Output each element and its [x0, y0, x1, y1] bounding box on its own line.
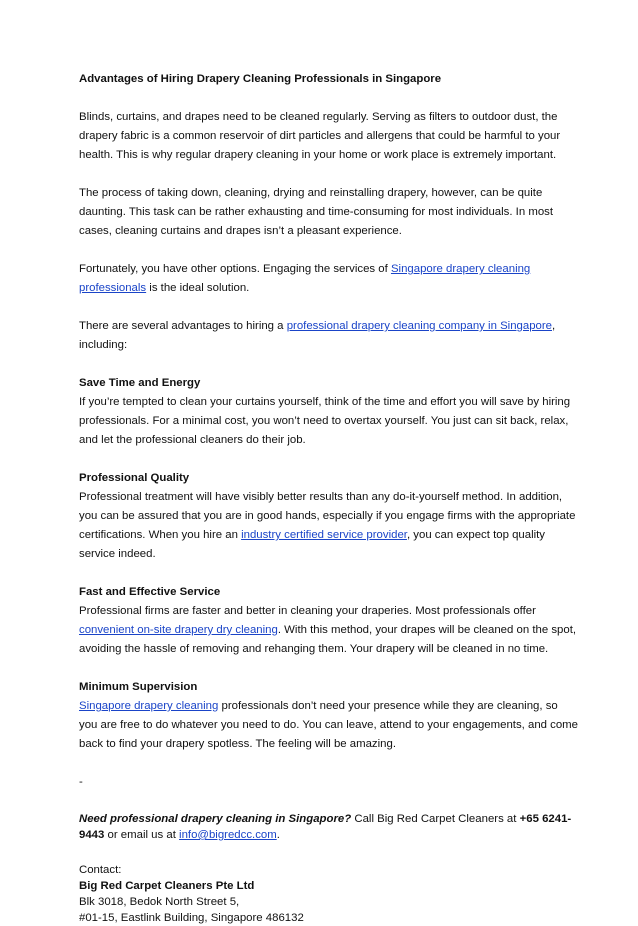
- options-text-before: Fortunately, you have other options. Engaging the services of: [79, 263, 391, 275]
- section-heading: Save Time and Energy: [79, 377, 201, 389]
- process-paragraph: The process of taking down, cleaning, drying and reinstalling drapery, however, can be quite daunting. This task can be rather exhausting and time-consuming for most individuals. In most cases, cleaning curtains and drapes isn’t a pleasant experience.: [79, 187, 554, 237]
- company-name: Big Red Carpet Cleaners Pte Ltd: [79, 880, 255, 892]
- drapery-cleaning-link[interactable]: Singapore drapery cleaning: [79, 700, 219, 712]
- section-heading: Professional Quality: [79, 472, 190, 484]
- certified-provider-link[interactable]: industry certified service provider: [241, 529, 407, 541]
- call-to-action: [79, 811, 578, 843]
- fast-text-before: Professional firms are faster and better in cleaning your draperies. Most professionals offer: [79, 605, 536, 617]
- section-heading: Fast and Effective Service: [79, 586, 221, 598]
- section-professional-quality: [79, 469, 578, 564]
- quality-text-before: Professional treatment will have visibly better results than any do-it-yourself method. In addition, you can be assured that you are in good hands, especially if you engage firms with the appropriate certifications. When you hire an: [79, 491, 576, 541]
- onsite-dry-cleaning-link[interactable]: convenient on-site drapery dry cleaning: [79, 624, 278, 636]
- cta-end: .: [276, 829, 280, 841]
- section-save-time: [79, 374, 578, 450]
- phone-number: +65 6241-9443: [79, 813, 572, 841]
- section-body: [79, 488, 578, 564]
- drapery-professionals-link[interactable]: Singapore drapery cleaning professionals: [79, 263, 531, 294]
- advantages-paragraph: [79, 317, 578, 355]
- section-heading: Minimum Supervision: [79, 681, 198, 693]
- section-body: If you’re tempted to clean your curtains yourself, think of the time and effort you will save by hiring professionals. For a minimal cost, you won’t need to overtax yourself. You just can sit back, relax, and let the professional cleaners do their job.: [79, 396, 571, 446]
- options-text-after: is the ideal solution.: [146, 282, 250, 294]
- section-fast-service: [79, 583, 578, 659]
- intro-paragraph: Blinds, curtains, and drapes need to be cleaned regularly. Serving as filters to outdoor dust, the drapery fabric is a common reservoir of dirt particles and allergens that could be harmful to your health. This is why regular drapery cleaning in your home or work place is extremely important.: [79, 111, 561, 161]
- separator-dash: -: [79, 776, 83, 788]
- drapery-company-link[interactable]: professional drapery cleaning company in Singapore: [286, 320, 552, 332]
- quality-text-after: , you can expect top quality service indeed.: [79, 529, 545, 560]
- advantages-text-after: , including:: [79, 320, 556, 351]
- email-link[interactable]: info@bigredcc.com: [179, 829, 277, 841]
- section-body: [79, 697, 578, 754]
- cta-or: or email us at: [104, 829, 180, 841]
- cta-middle: Call Big Red Carpet Cleaners at: [351, 813, 520, 825]
- contact-label: Contact:: [79, 864, 122, 876]
- section-body: [79, 602, 578, 659]
- advantages-text-before: There are several advantages to hiring a: [79, 320, 287, 332]
- cta-question: Need professional drapery cleaning in Singapore?: [79, 813, 352, 825]
- fast-text-after: . With this method, your drapes will be cleaned on the spot, avoiding the hassle of removing and rehanging them. Your drapery will be cleaned in no time.: [79, 624, 577, 655]
- contact-block: [79, 862, 578, 926]
- supervision-text-after: professionals don’t need your presence while they are cleaning, so you are free to do whatever you need to do. You can leave, attend to your engagements, and come back to find your drapery spotless. The feeling will be amazing.: [79, 700, 579, 750]
- options-paragraph: [79, 260, 578, 298]
- address-line-1: Blk 3018, Bedok North Street 5,: [79, 896, 240, 908]
- document-title: Advantages of Hiring Drapery Cleaning Professionals in Singapore: [79, 73, 442, 85]
- address-line-2: #01-15, Eastlink Building, Singapore 486132: [79, 912, 304, 924]
- section-minimum-supervision: [79, 678, 578, 754]
